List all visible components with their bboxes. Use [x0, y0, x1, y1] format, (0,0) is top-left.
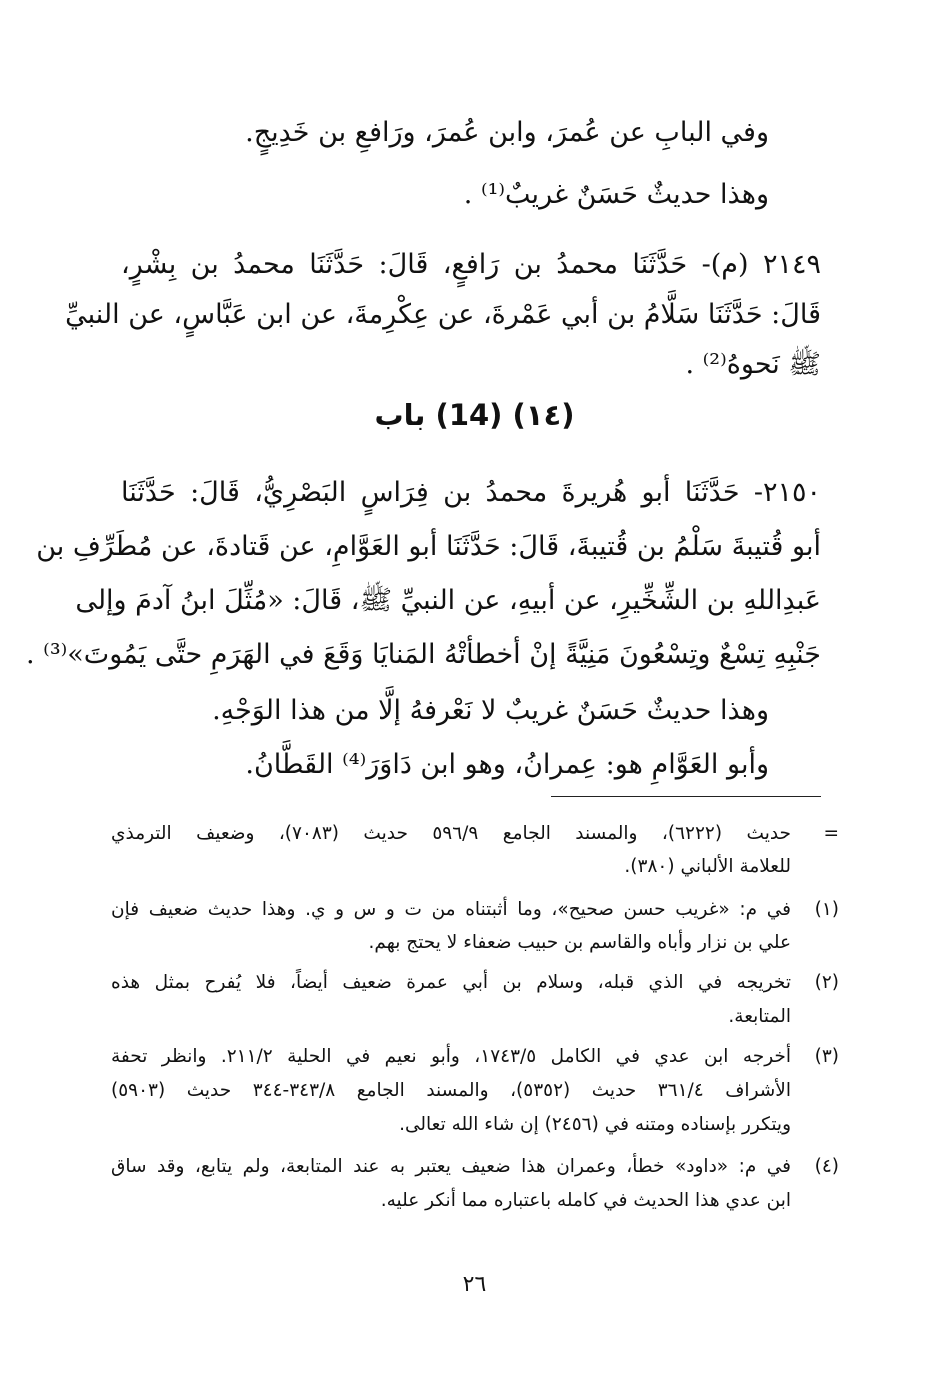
footnote-continuation-line-2: للعلامة الألباني (٣٨٠).: [624, 856, 791, 877]
hadith-2149-line-1: ٢١٤٩ (م)- حَدَّثَنَا محمدُ بن رَافعٍ، قَالَ: حَدَّثَنَا محمدُ بن بِشْرٍ،: [121, 249, 821, 280]
footnote-continuation-line-1: حديث (٦٢٢٢)، والمسند الجامع ٥٩٦/٩ حديث (٧٠٨٣)، وضعيف الترمذي: [111, 823, 791, 844]
page-number: ٢٦: [462, 1272, 487, 1297]
footnote-3-line-2: الأشراف ٣٦١/٤ حديث (٥٣٥٢)، والمسند الجامع ٣٤٣/٨-٣٤٤ حديث (٥٩٠٣): [111, 1080, 791, 1101]
footnote-2-line-1: تخريجه في الذي قبله، وسلام بن أبي عمرة ضعيف أيضاً، فلا يُفرح بمثل هذه: [111, 972, 791, 993]
hadith-2150-line-3: عَبدِاللهِ بن الشِّخِّيرِ، عن أبيهِ، عن النبيِّ ﷺ، قَالَ: «مُثِّلَ ابنُ آدمَ وإلى: [75, 585, 821, 616]
footnote-number-1: (١): [814, 899, 839, 920]
footnote-1-line-1: في م: «غريب حسن صحيح»، وما أثبتناه من ت و س و ي. وهذا حديث ضعيف فإن: [111, 899, 791, 920]
hadith-2149-line-3: ﷺ نَحوهُ⁽²⁾ .: [685, 349, 821, 380]
chapter-heading: (١٤) (14) باب: [374, 398, 575, 432]
body-line-hadith-grade: وهذا حديثٌ حَسَنٌ غريبٌ⁽¹⁾ .: [463, 179, 769, 210]
footnote-1-line-2: علي بن نزار وأباه والقاسم بن حبيب ضعفاء لا يحتج بهم.: [368, 932, 791, 953]
footnote-number-4: (٤): [814, 1156, 839, 1177]
body-line-narrator-note: وأبو العَوَّامِ هو: عِمرانُ، وهو ابن دَاوَرَ⁽⁴⁾ القَطَّانُ.: [245, 749, 769, 780]
hadith-2149-line-2: قَالَ: حَدَّثَنَا سَلَّامُ بن أبي عَمْرةَ، عن عِكْرِمةَ، عن ابن عَبَّاسٍ، عن النبيِّ: [65, 299, 821, 330]
footnote-separator: [551, 796, 821, 797]
footnote-3-line-3: ويتكرر بإسناده ومتنه في (٢٤٥٦) إن شاء الله تعالى.: [399, 1114, 791, 1135]
footnote-number-3: (٣): [814, 1046, 839, 1067]
body-line-hadith-2150-grade: وهذا حديثٌ حَسَنٌ غريبٌ لا نَعْرفهُ إلَّا من هذا الوَجْهِ.: [212, 695, 769, 726]
footnote-3-line-1: أخرجه ابن عدي في الكامل ١٧٤٣/٥، وأبو نعيم في الحلية ٢١١/٢. وانظر تحفة: [111, 1046, 791, 1067]
footnote-continuation-marker: =: [823, 823, 839, 844]
body-line-chapter-reference: وفي البابِ عن عُمرَ، وابن عُمرَ، ورَافعِ بن خَدِيجٍ.: [245, 117, 769, 148]
hadith-2150-line-4: جَنْبِهِ تِسْعٌ وتِسْعُونَ مَنِيَّةً إنْ أخطأتْهُ المَنايَا وَقَعَ في الهَرَمِ حتَّى يَمُوتَ»⁽³⁾ .: [26, 639, 821, 670]
footnote-4-line-1: في م: «داود» خطأ، وعمران هذا ضعيف يعتبر به عند المتابعة، ولم يتابع، وقد ساق: [111, 1156, 791, 1177]
hadith-2150-line-1: ٢١٥٠- حَدَّثَنَا أبو هُريرةَ محمدُ بن فِرَاسٍ البَصْرِيُّ، قَالَ: حَدَّثَنَا: [121, 477, 821, 508]
footnote-2-line-2: المتابعة.: [728, 1006, 791, 1027]
footnote-4-line-2: ابن عدي هذا الحديث في كامله باعتباره مما أنكر عليه.: [380, 1190, 791, 1211]
hadith-2150-line-2: أبو قُتيبةَ سَلْمُ بن قُتيبةَ، قَالَ: حَدَّثَنَا أبو العَوَّامِ، عن قَتادةَ، عن مُطَرِّفِ بن: [36, 531, 821, 562]
footnote-number-2: (٢): [814, 972, 839, 993]
